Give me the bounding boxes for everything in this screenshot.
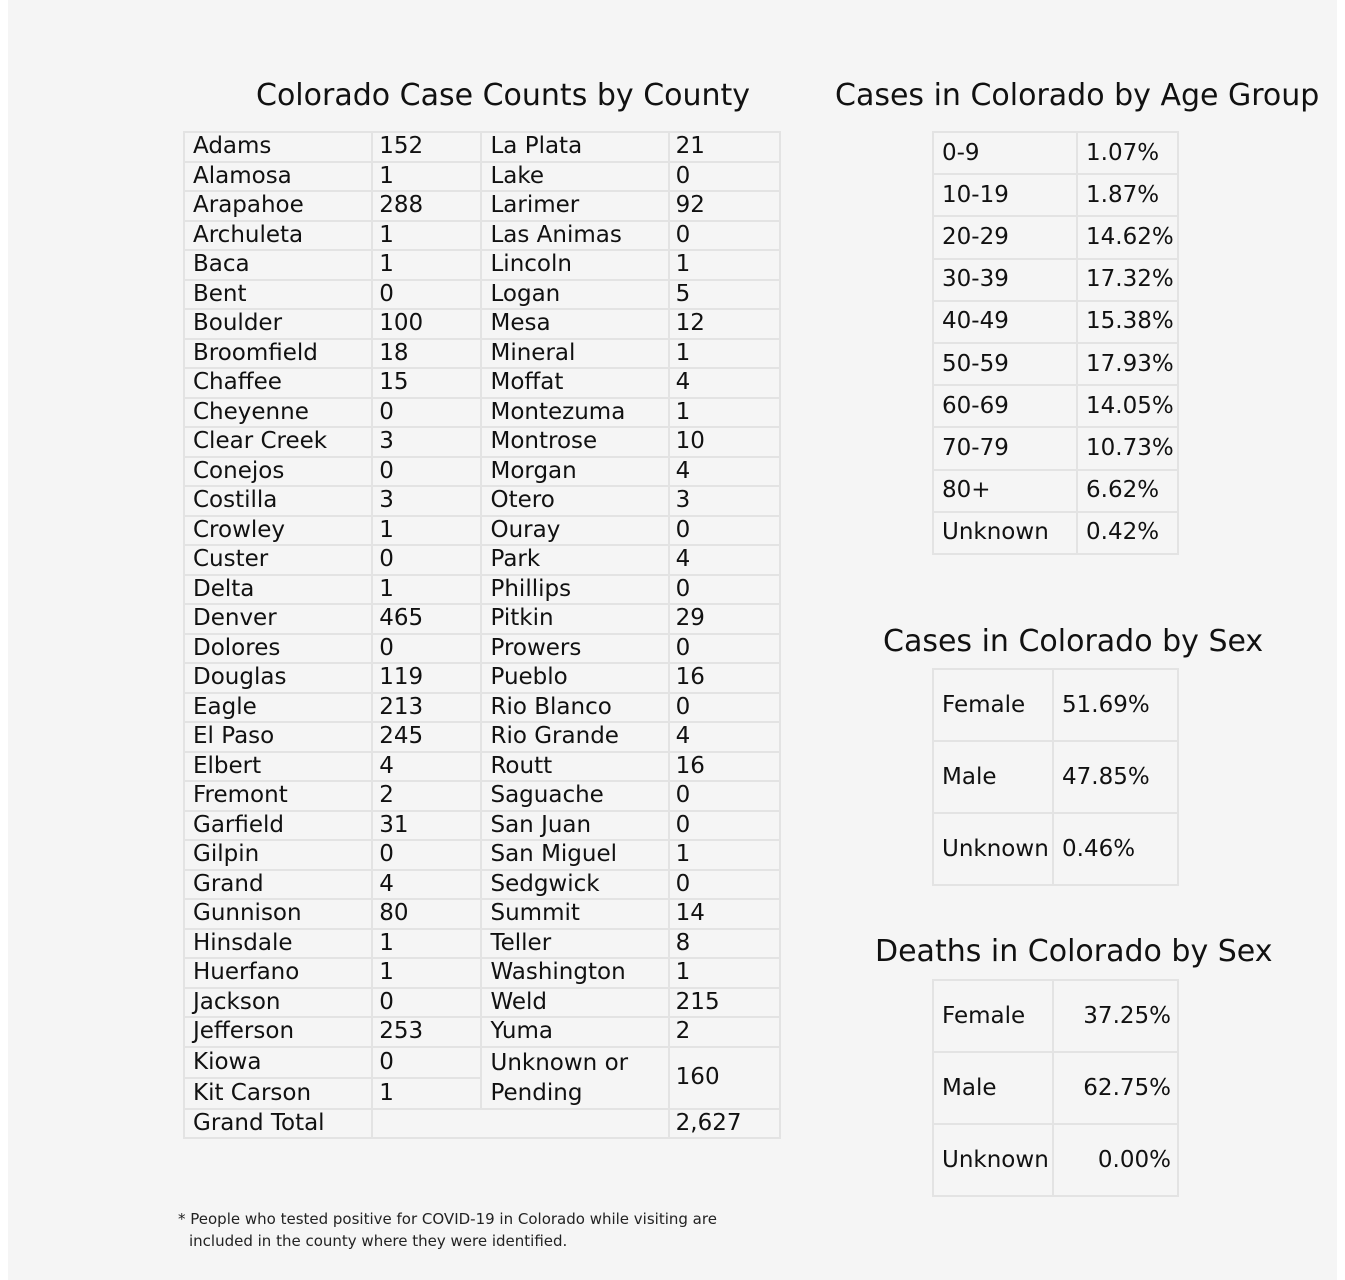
county-count: 10 <box>669 427 780 457</box>
death-sex-percent: 62.75% <box>1053 1052 1178 1124</box>
county-name: Cheyenne <box>184 398 372 428</box>
county-row <box>184 811 780 841</box>
county-count: 215 <box>669 988 780 1018</box>
county-name: Pueblo <box>481 663 668 693</box>
age-group-label: 20-29 <box>933 216 1077 258</box>
county-name: Adams <box>184 132 372 162</box>
county-count: 1 <box>669 339 780 369</box>
county-row <box>184 457 780 487</box>
county-count: 0 <box>372 1047 481 1078</box>
county-name: Baca <box>184 250 372 280</box>
death-sex-label: Unknown <box>933 1124 1053 1196</box>
county-count: 0 <box>669 870 780 900</box>
grand-total-spacer <box>372 1109 668 1139</box>
county-count: 100 <box>372 309 481 339</box>
county-name: Moffat <box>481 368 668 398</box>
county-name: Jefferson <box>184 1017 372 1047</box>
county-count: 119 <box>372 663 481 693</box>
county-table-title: Colorado Case Counts by County <box>256 78 751 113</box>
age-group-percent: 17.32% <box>1077 259 1178 301</box>
county-count: 4 <box>669 368 780 398</box>
county-case-table <box>183 131 781 1139</box>
county-name: Morgan <box>481 457 668 487</box>
county-name: Broomfield <box>184 339 372 369</box>
sex-table-title: Cases in Colorado by Sex <box>883 624 1264 659</box>
county-name: San Miguel <box>481 840 668 870</box>
county-name: Custer <box>184 545 372 575</box>
county-count: 213 <box>372 693 481 723</box>
county-name: Huerfano <box>184 958 372 988</box>
county-row <box>184 958 780 988</box>
county-row <box>184 368 780 398</box>
county-name: Garfield <box>184 811 372 841</box>
county-name: Jackson <box>184 988 372 1018</box>
county-count: 152 <box>372 132 481 162</box>
grand-total-label: Grand Total <box>184 1109 372 1139</box>
county-count: 1 <box>669 250 780 280</box>
county-count: 80 <box>372 899 481 929</box>
death-sex-percent: 37.25% <box>1053 980 1178 1052</box>
age-group-row <box>933 385 1178 427</box>
county-count: 4 <box>372 870 481 900</box>
county-row <box>184 250 780 280</box>
county-count: 16 <box>669 752 780 782</box>
sex-percent: 47.85% <box>1053 741 1178 813</box>
county-count: 1 <box>372 1078 481 1109</box>
county-count: 253 <box>372 1017 481 1047</box>
county-name: La Plata <box>481 132 668 162</box>
county-name: Kiowa <box>184 1047 372 1078</box>
age-group-label: 80+ <box>933 470 1077 512</box>
county-name: Archuleta <box>184 221 372 251</box>
age-group-label: Unknown <box>933 512 1077 554</box>
county-count: 288 <box>372 191 481 221</box>
unknown-pending-count: 160 <box>669 1047 780 1109</box>
county-row <box>184 1017 780 1047</box>
county-count: 8 <box>669 929 780 959</box>
sex-label: Unknown <box>933 813 1053 885</box>
county-row <box>184 752 780 782</box>
county-count: 1 <box>669 840 780 870</box>
county-name: Montezuma <box>481 398 668 428</box>
county-name: Arapahoe <box>184 191 372 221</box>
grand-total-row <box>184 1109 780 1139</box>
death-sex-row <box>933 1052 1178 1124</box>
county-name: Ouray <box>481 516 668 546</box>
county-count: 0 <box>669 781 780 811</box>
sex-table-body <box>933 669 1178 885</box>
county-name: Chaffee <box>184 368 372 398</box>
county-count: 15 <box>372 368 481 398</box>
county-name: Prowers <box>481 634 668 664</box>
footnote-line: * People who tested positive for COVID-19 in Colorado while visiting are <box>178 1210 717 1228</box>
county-count: 1 <box>372 929 481 959</box>
county-count: 0 <box>669 634 780 664</box>
county-row <box>184 1047 780 1078</box>
county-name: Teller <box>481 929 668 959</box>
county-name: Crowley <box>184 516 372 546</box>
county-name: Gilpin <box>184 840 372 870</box>
county-name: Hinsdale <box>184 929 372 959</box>
county-count: 3 <box>372 486 481 516</box>
county-count: 29 <box>669 604 780 634</box>
county-name: Fremont <box>184 781 372 811</box>
age-group-label: 0-9 <box>933 132 1077 174</box>
county-row <box>184 516 780 546</box>
death-sex-label: Female <box>933 980 1053 1052</box>
county-name: Phillips <box>481 575 668 605</box>
age-table-title: Cases in Colorado by Age Group <box>835 78 1320 113</box>
county-count: 1 <box>372 575 481 605</box>
county-name: Eagle <box>184 693 372 723</box>
county-name: Washington <box>481 958 668 988</box>
county-count: 2 <box>669 1017 780 1047</box>
county-row <box>184 427 780 457</box>
county-count: 0 <box>372 398 481 428</box>
county-name: Costilla <box>184 486 372 516</box>
county-name: Rio Grande <box>481 722 668 752</box>
county-row <box>184 309 780 339</box>
age-group-row <box>933 174 1178 216</box>
county-count: 14 <box>669 899 780 929</box>
county-count: 12 <box>669 309 780 339</box>
county-count: 4 <box>669 545 780 575</box>
county-row <box>184 575 780 605</box>
county-count: 4 <box>669 722 780 752</box>
age-group-percent: 6.62% <box>1077 470 1178 512</box>
county-name: Delta <box>184 575 372 605</box>
age-group-percent: 1.87% <box>1077 174 1178 216</box>
county-name: Summit <box>481 899 668 929</box>
county-name: Park <box>481 545 668 575</box>
age-group-percent: 17.93% <box>1077 343 1178 385</box>
county-count: 0 <box>669 516 780 546</box>
county-row <box>184 486 780 516</box>
age-table-body <box>933 132 1178 554</box>
county-row <box>184 339 780 369</box>
county-count: 0 <box>372 280 481 310</box>
death-sex-percent: 0.00% <box>1053 1124 1178 1196</box>
county-count: 16 <box>669 663 780 693</box>
county-count: 0 <box>669 221 780 251</box>
death-sex-row <box>933 980 1178 1052</box>
county-count: 3 <box>372 427 481 457</box>
county-name: Bent <box>184 280 372 310</box>
county-row <box>184 162 780 192</box>
county-name: Elbert <box>184 752 372 782</box>
footnote <box>178 1208 717 1252</box>
county-row <box>184 604 780 634</box>
sex-row <box>933 741 1178 813</box>
county-count: 1 <box>669 398 780 428</box>
footnote-line: included in the county where they were identified. <box>189 1232 568 1250</box>
county-row <box>184 899 780 929</box>
county-row <box>184 988 780 1018</box>
sex-percent: 51.69% <box>1053 669 1178 741</box>
county-count: 1 <box>372 162 481 192</box>
sex-percent: 0.46% <box>1053 813 1178 885</box>
county-row <box>184 929 780 959</box>
age-group-label: 60-69 <box>933 385 1077 427</box>
county-count: 31 <box>372 811 481 841</box>
sex-row <box>933 813 1178 885</box>
county-count: 1 <box>372 221 481 251</box>
county-count: 465 <box>372 604 481 634</box>
county-name: El Paso <box>184 722 372 752</box>
age-group-label: 10-19 <box>933 174 1077 216</box>
county-count: 245 <box>372 722 481 752</box>
county-count: 1 <box>372 250 481 280</box>
age-group-percent: 0.42% <box>1077 512 1178 554</box>
county-name: Otero <box>481 486 668 516</box>
county-name: Kit Carson <box>184 1078 372 1109</box>
age-group-row <box>933 132 1178 174</box>
county-name: Grand <box>184 870 372 900</box>
sex-label: Female <box>933 669 1053 741</box>
age-group-percent: 14.62% <box>1077 216 1178 258</box>
age-group-percent: 10.73% <box>1077 427 1178 469</box>
age-group-percent: 15.38% <box>1077 301 1178 343</box>
county-row <box>184 840 780 870</box>
county-count: 3 <box>669 486 780 516</box>
age-group-row <box>933 427 1178 469</box>
county-count: 0 <box>669 575 780 605</box>
sex-row <box>933 669 1178 741</box>
county-row <box>184 781 780 811</box>
county-count: 5 <box>669 280 780 310</box>
county-name: Rio Blanco <box>481 693 668 723</box>
county-count: 0 <box>372 457 481 487</box>
age-group-row <box>933 216 1178 258</box>
county-name: Gunnison <box>184 899 372 929</box>
age-group-label: 40-49 <box>933 301 1077 343</box>
county-count: 1 <box>372 958 481 988</box>
county-count: 4 <box>669 457 780 487</box>
age-group-percent: 14.05% <box>1077 385 1178 427</box>
county-name: Mesa <box>481 309 668 339</box>
county-row <box>184 280 780 310</box>
county-name: Lake <box>481 162 668 192</box>
death-sex-label: Male <box>933 1052 1053 1124</box>
county-row <box>184 693 780 723</box>
county-name: Saguache <box>481 781 668 811</box>
grand-total-value: 2,627 <box>669 1109 780 1139</box>
age-group-label: 70-79 <box>933 427 1077 469</box>
county-row <box>184 722 780 752</box>
county-name: Boulder <box>184 309 372 339</box>
county-count: 0 <box>669 162 780 192</box>
cases-by-sex-table <box>932 668 1179 886</box>
county-name: Douglas <box>184 663 372 693</box>
county-count: 1 <box>372 516 481 546</box>
county-name: Montrose <box>481 427 668 457</box>
county-count: 92 <box>669 191 780 221</box>
county-count: 4 <box>372 752 481 782</box>
county-count: 0 <box>372 545 481 575</box>
unknown-pending-label: Unknown or Pending <box>481 1047 668 1109</box>
county-count: 2 <box>372 781 481 811</box>
county-count: 21 <box>669 132 780 162</box>
age-group-label: 50-59 <box>933 343 1077 385</box>
age-group-row <box>933 470 1178 512</box>
age-group-label: 30-39 <box>933 259 1077 301</box>
county-name: Weld <box>481 988 668 1018</box>
county-row <box>184 221 780 251</box>
page-canvas <box>8 0 1337 1280</box>
county-name: Lincoln <box>481 250 668 280</box>
county-name: Pitkin <box>481 604 668 634</box>
county-count: 0 <box>372 634 481 664</box>
county-row <box>184 398 780 428</box>
county-count: 0 <box>669 693 780 723</box>
county-name: Conejos <box>184 457 372 487</box>
county-row <box>184 132 780 162</box>
county-count: 0 <box>372 988 481 1018</box>
county-name: Las Animas <box>481 221 668 251</box>
death-table-title: Deaths in Colorado by Sex <box>875 934 1273 969</box>
age-group-percent: 1.07% <box>1077 132 1178 174</box>
age-group-row <box>933 512 1178 554</box>
county-row <box>184 191 780 221</box>
county-count: 18 <box>372 339 481 369</box>
age-group-table <box>932 131 1179 555</box>
county-name: Sedgwick <box>481 870 668 900</box>
county-name: Larimer <box>481 191 668 221</box>
age-group-row <box>933 259 1178 301</box>
age-group-row <box>933 301 1178 343</box>
county-name: Clear Creek <box>184 427 372 457</box>
county-row <box>184 870 780 900</box>
county-count: 1 <box>669 958 780 988</box>
county-count: 0 <box>669 811 780 841</box>
county-name: Dolores <box>184 634 372 664</box>
county-name: Logan <box>481 280 668 310</box>
county-row <box>184 545 780 575</box>
county-name: Mineral <box>481 339 668 369</box>
county-row <box>184 663 780 693</box>
county-name: Yuma <box>481 1017 668 1047</box>
county-name: Alamosa <box>184 162 372 192</box>
county-name: San Juan <box>481 811 668 841</box>
county-name: Denver <box>184 604 372 634</box>
county-name: Routt <box>481 752 668 782</box>
death-sex-row <box>933 1124 1178 1196</box>
death-table-body <box>933 980 1178 1196</box>
age-group-row <box>933 343 1178 385</box>
county-table-body <box>184 132 780 1138</box>
county-count: 0 <box>372 840 481 870</box>
county-row <box>184 634 780 664</box>
deaths-by-sex-table <box>932 979 1179 1197</box>
sex-label: Male <box>933 741 1053 813</box>
